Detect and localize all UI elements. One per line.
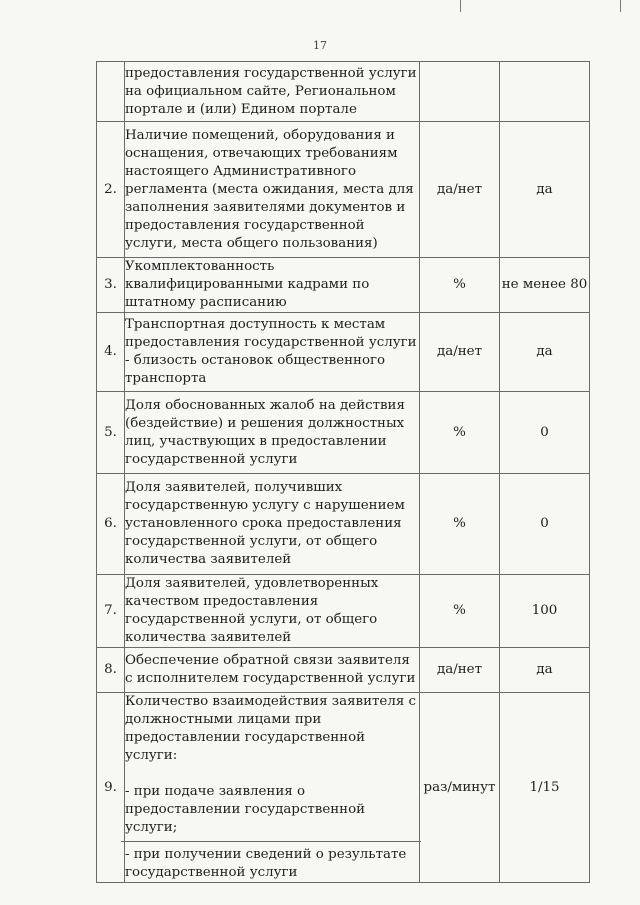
row-description: Транспортная доступность к местам предоставления государственной услуги - близость остановок общественного транспорта bbox=[125, 313, 420, 392]
row-value: не менее 80 bbox=[500, 258, 590, 313]
row-value: 0 bbox=[500, 474, 590, 575]
table-row bbox=[97, 648, 590, 693]
top-margin-line bbox=[620, 0, 621, 12]
row-unit: % bbox=[420, 474, 500, 575]
row-unit bbox=[420, 62, 500, 122]
row-number bbox=[97, 62, 125, 122]
row-unit: % bbox=[420, 392, 500, 474]
row-description: Обеспечение обратной связи заявителя с исполнителем государственной услуги bbox=[125, 648, 420, 693]
row-value: 0 bbox=[500, 392, 590, 474]
table-row bbox=[97, 122, 590, 258]
row-value: 1/15 bbox=[500, 693, 590, 883]
row-number: 3. bbox=[97, 258, 125, 313]
row-description: Доля заявителей, получивших государственную услугу с нарушением установленного срока предоставления государственной услуги, от общего количества заявителей bbox=[125, 474, 420, 575]
row-number: 2. bbox=[97, 122, 125, 258]
page-number: 17 bbox=[313, 39, 327, 52]
row-unit: да/нет bbox=[420, 648, 500, 693]
row-number: 9. bbox=[97, 693, 125, 883]
row-subitem: - при получении сведений о результате государственной услуги bbox=[121, 841, 421, 882]
row-unit: % bbox=[420, 575, 500, 648]
table-row bbox=[97, 258, 590, 313]
table-row bbox=[97, 474, 590, 575]
row-description: Доля заявителей, удовлетворенных качеством предоставления государственной услуги, от общего количества заявителей bbox=[125, 575, 420, 648]
row-number: 8. bbox=[97, 648, 125, 693]
table-row bbox=[97, 62, 590, 122]
table-row bbox=[97, 392, 590, 474]
top-margin-line bbox=[460, 0, 461, 12]
row-value: да bbox=[500, 122, 590, 258]
row-value bbox=[500, 62, 590, 122]
row-number: 6. bbox=[97, 474, 125, 575]
row-number: 4. bbox=[97, 313, 125, 392]
row-unit: да/нет bbox=[420, 313, 500, 392]
row-description: Наличие помещений, оборудования и оснащения, отвечающих требованиям настоящего Административного регламента (места ожидания, места для заполнения заявителями документов и предоставления государственной услуги, места общего пользования) bbox=[125, 122, 420, 258]
table-row bbox=[97, 575, 590, 648]
row-intro: Количество взаимодействия заявителя с должностными лицами при предоставлении государственной услуги: bbox=[125, 694, 417, 763]
row-number: 7. bbox=[97, 575, 125, 648]
row-description: Доля обоснованных жалоб на действия (бездействие) и решения должностных лиц, участвующих в предоставлении государственной услуги bbox=[125, 392, 420, 474]
row-unit: да/нет bbox=[420, 122, 500, 258]
row-value: да bbox=[500, 313, 590, 392]
spacer bbox=[125, 765, 419, 783]
row-value: 100 bbox=[500, 575, 590, 648]
table-row bbox=[97, 693, 590, 883]
row-unit: раз/минут bbox=[420, 693, 500, 883]
row-value: да bbox=[500, 648, 590, 693]
row-description: Укомплектованность квалифицированными кадрами по штатному расписанию bbox=[125, 258, 420, 313]
table-row bbox=[97, 313, 590, 392]
row-description bbox=[125, 693, 420, 883]
row-unit: % bbox=[420, 258, 500, 313]
row-subitem: - при подаче заявления о предоставлении государственной услуги; bbox=[125, 784, 366, 835]
quality-criteria-table bbox=[96, 61, 590, 883]
row-number: 5. bbox=[97, 392, 125, 474]
row-description: предоставления государственной услуги на официальном сайте, Региональном портале и (или) Едином портале bbox=[125, 62, 420, 122]
